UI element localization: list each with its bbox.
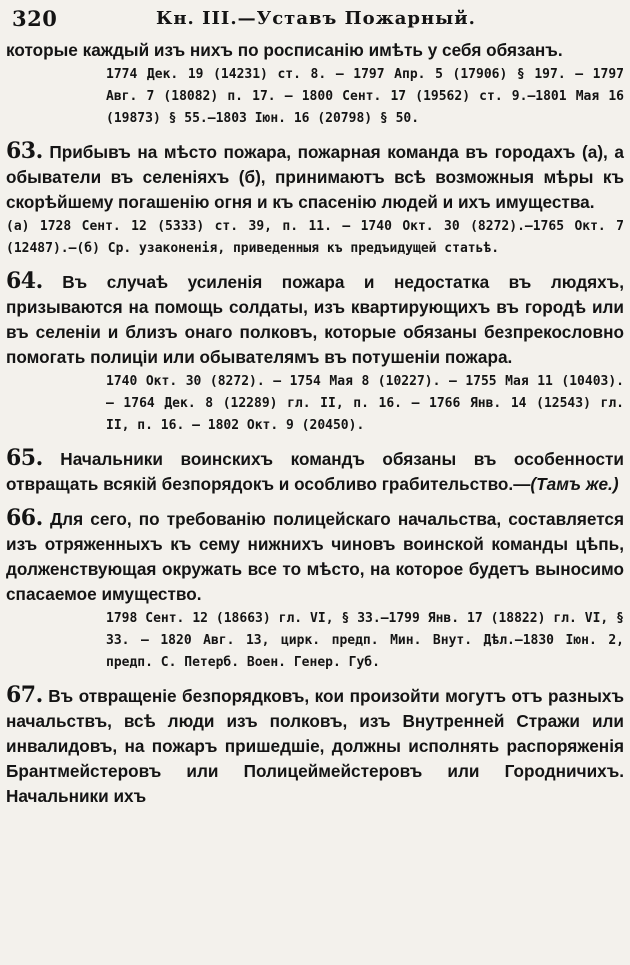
article-reference: 1798 Сент. 12 (18663) гл. VI, § 33.—1799 Янв. 17 (18822) гл. VI, § 33. — 1820 Авг. 13, цирк. предп. Мин. Внут. Дѣл.—1830 Іюн. 2, предп. С. Петерб. Воен. Генер. Губ. [106,611,624,670]
article-number: 66. [6,505,43,531]
running-title: Кн. III.—Уставъ Пожарный. [156,8,476,29]
article-66 [6,506,624,674]
article-text: Прибывъ на мѣсто пожара, пожарная команда въ городахъ (а), а обыватели въ селеніяхъ (б), принимаютъ всѣ возможныя мѣры къ скорѣйшему погашенію огня и къ спасенію людей и ихъ имущества. [6,142,624,212]
article-number: 67. [6,682,43,708]
article-number: 63. [6,138,43,164]
intro-reference: 1774 Дек. 19 (14231) ст. 8. — 1797 Апр. 5 (17906) § 197. — 1797 Авг. 7 (18082) п. 17. — 1800 Сент. 17 (19562) ст. 9.—1801 Мая 16 (19873) § 55.—1803 Іюн. 16 (20798) § 50. [106,67,624,126]
article-64 [6,269,624,437]
intro-paragraph: которые каждый изъ нихъ по росписанію имѣть у себя обязанъ. [6,40,563,60]
article-text: Начальники воинскихъ командъ обязаны въ особенности отвращать всякій безпорядокъ и особливо грабительство.— [6,449,625,494]
article-source-note: (Тамъ же.) [530,474,619,494]
article-67 [6,683,624,809]
article-number: 65. [6,445,43,471]
page-number: 320 [12,6,58,31]
article-text: Для сего, по требованію полицейскаго начальства, составляется изъ отряженныхъ къ сему нижнихъ чиновъ воинской команды цѣпь, долженствующая окружать все то мѣсто, на которое будетъ выносимо спасаемое имущество. [6,509,625,604]
article-reference: (а) 1728 Сент. 12 (5333) ст. 39, п. 11. — 1740 Окт. 30 (8272).—1765 Окт. 7 (12487).—(б) Ср. узаконенія, приведенныя къ предъидущей статьѣ. [6,219,624,256]
article-reference: 1740 Окт. 30 (8272). — 1754 Мая 8 (10227). — 1755 Мая 11 (10403). — 1764 Дек. 8 (12289) гл. II, п. 16. — 1766 Янв. 14 (12543) гл. II, п. 16. — 1802 Окт. 9 (20450). [106,374,624,433]
article-65 [6,446,624,497]
article-number: 64. [6,268,43,294]
page-header [6,0,624,38]
article-text: Въ отвращеніе безпорядковъ, кои произойти могутъ отъ разныхъ начальствъ, всѣ люди изъ полковъ, изъ Внутренней Стражи или инвалидовъ, на пожаръ пришедшіе, должны исполнять распоряженія Брантмейстеровъ или Полицеймейстеровъ или Городничихъ. Начальники ихъ [6,686,624,806]
article-text: Въ случаѣ усиленія пожара и недостатка въ людяхъ, призываются на помощь солдаты, изъ квартирующихъ въ городѣ или въ селеніи и близъ онаго полковъ, которые обязаны безпрекословно помогать полиціи или обывателямъ въ потушеніи пожара. [6,272,624,367]
article-63 [6,139,624,260]
